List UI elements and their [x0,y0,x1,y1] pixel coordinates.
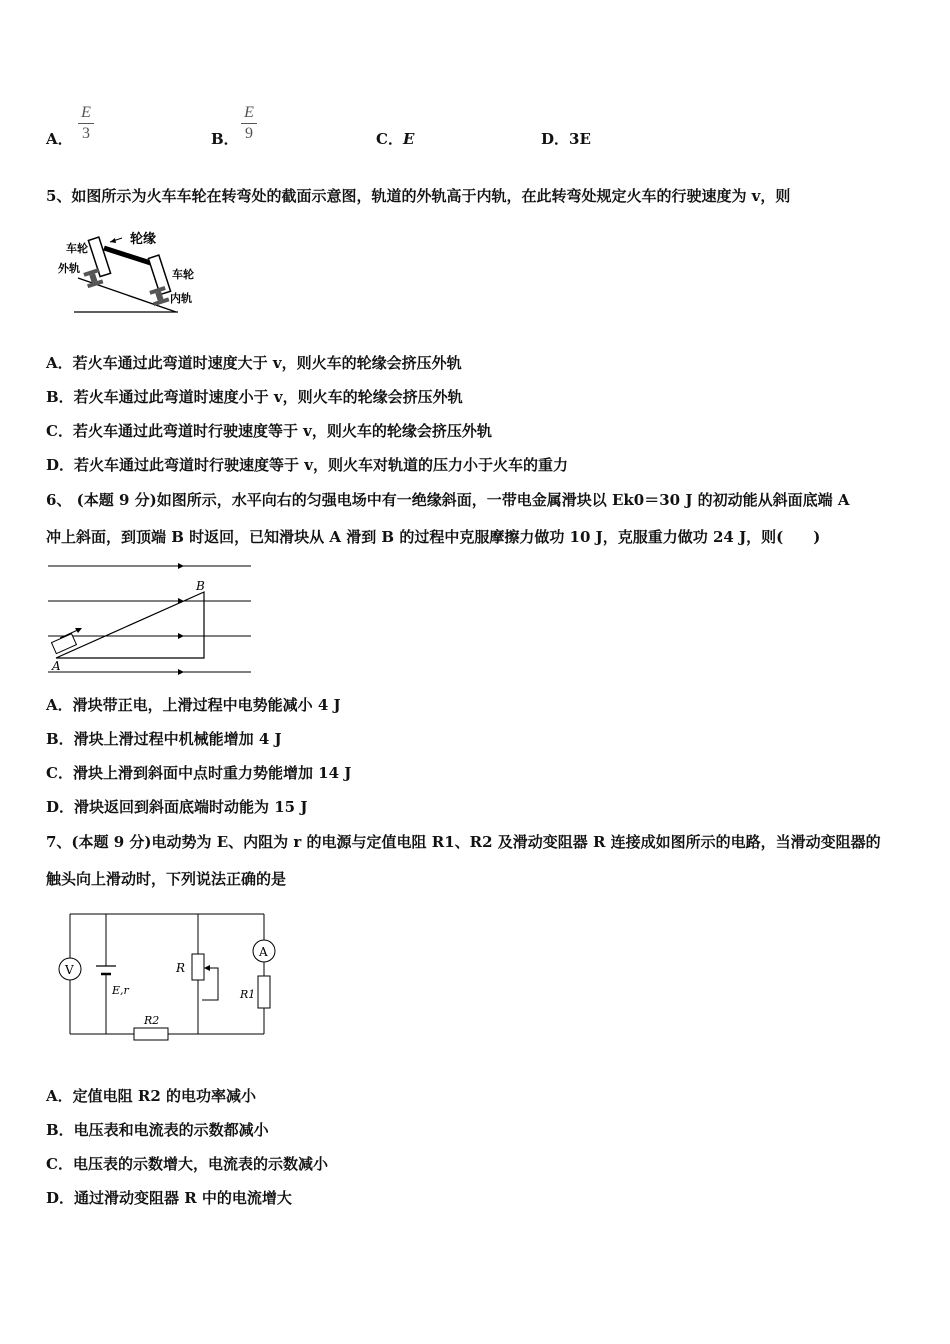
q4-option-c-value: E [402,130,415,148]
q6-option-c: C．滑块上滑到斜面中点时重力势能增加 14 J [46,764,352,782]
q7-circuit [52,910,292,1046]
q4-option-a-numerator: E [81,104,91,121]
q5-option-d: D．若火车通过此弯道时行驶速度等于 v，则火车对轨道的压力小于火车的重力 [46,456,568,474]
q6-stem-line1: 6、 (本题 9 分)如图所示，水平向右的匀强电场中有一绝缘斜面，一带电金属滑块以 Ek0＝30 J 的初动能从斜面底端 A [46,491,850,509]
q6-stem-line2: 冲上斜面，到顶端 B 时返回，已知滑块从 A 滑到 B 的过程中克服摩擦力做功 10 J，克服重力做功 24 J，则( ) [46,528,821,546]
q6-option-b: B．滑块上滑过程中机械能增加 4 J [46,730,282,748]
ammeter-label: A [259,945,268,959]
q5-figure [56,226,206,316]
source-label: E,r [112,984,129,997]
q5-option-c: C．若火车通过此弯道时行驶速度等于 v，则火车的轮缘会挤压外轨 [46,422,492,440]
q4-option-a-label: A． [46,130,73,148]
q4-option-b-numerator: E [244,104,254,121]
wheel-right-label: 车轮 [172,268,194,281]
q4-option-b-label: B． [211,130,239,148]
q7-option-c: C．电压表的示数增大，电流表的示数减小 [46,1155,328,1173]
rheostat-label: R [176,961,186,975]
q4-option-c [376,129,414,149]
q4-option-b-denominator: 9 [245,125,253,142]
q4-option-d-value: 3E [569,130,591,148]
r1-symbol [258,976,270,1008]
outer-rail-label: 外轨 [58,262,80,275]
rheostat-symbol [192,954,204,980]
wheel-left-label: 车轮 [66,242,88,255]
q4-option-a-denominator: 3 [82,125,90,142]
q7-stem-line2: 触头向上滑动时，下列说法正确的是 [46,870,287,888]
q7-option-a: A．定值电阻 R2 的电功率减小 [46,1087,256,1105]
q5-option-a: A．若火车通过此弯道时速度大于 v，则火车的轮缘会挤压外轨 [46,354,462,372]
incline [56,592,204,658]
q4-option-a-fraction [78,104,94,143]
q7-option-d: D．通过滑动变阻器 R 中的电流增大 [46,1189,292,1207]
q5-stem: 5、如图所示为火车车轮在转弯处的截面示意图，轨道的外轨高于内轨，在此转弯处规定火车的行驶速度为 v，则 [46,187,791,205]
point-a-label: A [52,659,61,673]
q6-option-a: A．滑块带正电，上滑过程中电势能减小 4 J [46,696,341,714]
q7-stem-line1: 7、(本题 9 分)电动势为 E、内阻为 r 的电源与定值电阻 R1、R2 及滑动变阻器 R 连接成如图所示的电路，当滑动变阻器的 [46,833,881,851]
q4-option-c-label: C． [376,130,403,148]
q4-option-b-fraction [241,104,257,143]
voltmeter-label: V [65,963,74,977]
q5-option-b: B．若火车通过此弯道时速度小于 v，则火车的轮缘会挤压外轨 [46,388,463,406]
inner-rail-label: 内轨 [170,292,192,305]
q4-option-d-label: D． [541,130,570,148]
circuit-wires [70,914,264,1034]
slider-arrow [204,965,210,971]
q7-option-b: B．电压表和电流表的示数都减小 [46,1121,269,1139]
r2-symbol [134,1028,168,1040]
q4-option-d [541,129,591,149]
r2-label: R2 [144,1014,160,1027]
q6-option-d: D．滑块返回到斜面底端时动能为 15 J [46,798,308,816]
point-b-label: B [196,579,205,593]
field-lines [48,566,251,672]
r1-label: R1 [240,988,256,1001]
rim-label: 轮缘 [130,232,157,247]
q6-figure [46,562,256,680]
